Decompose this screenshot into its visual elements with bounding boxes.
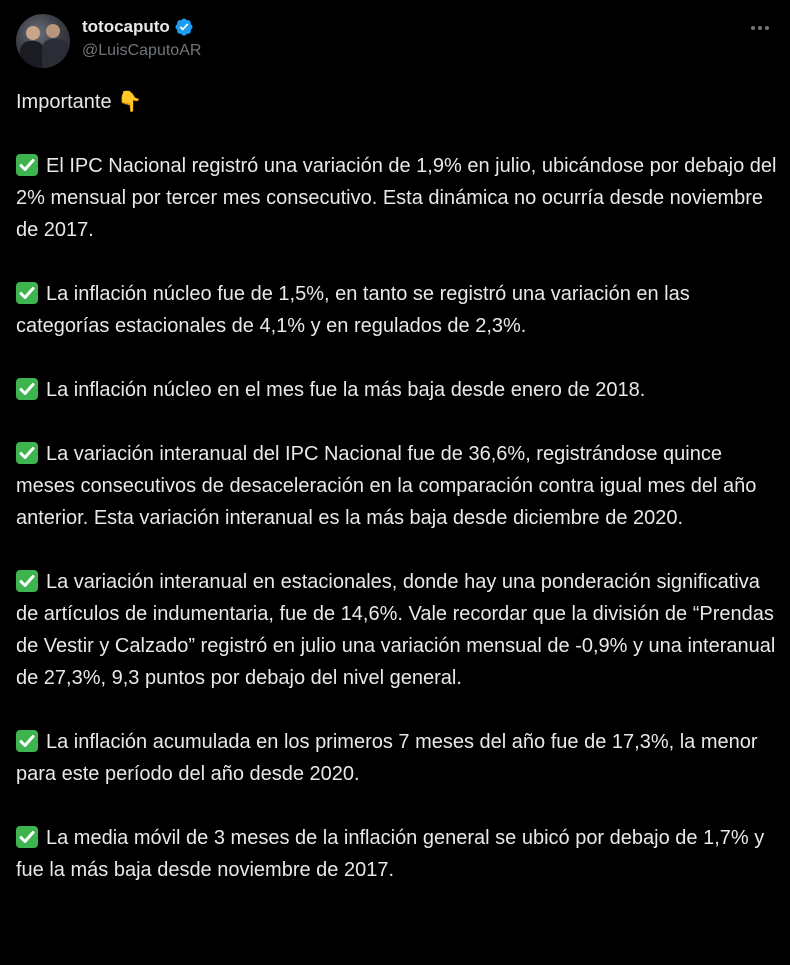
tweet-point	[16, 566, 781, 694]
avatar[interactable]	[16, 14, 70, 68]
tweet-point	[16, 822, 781, 886]
point-text: La media móvil de 3 meses de la inflación general se ubicó por debajo de 1,7% y fue la más baja desde noviembre de 2017.	[16, 827, 765, 881]
check-mark-icon	[16, 378, 38, 400]
point-text: La variación interanual en estacionales, donde hay una ponderación significativa de artículos de indumentaria, fue de 14,6%. Vale recordar que la división de “Prendas de Vestir y Calzado” registró en julio una variación mensual de -0,9% y una interanual de 27,3%, 9,3 puntos por debajo del nivel general.	[16, 571, 776, 689]
tweet-point	[16, 278, 781, 342]
tweet-point	[16, 438, 781, 534]
check-mark-icon	[16, 282, 38, 304]
display-name[interactable]: totocaputo	[82, 17, 170, 36]
check-mark-icon	[16, 442, 38, 464]
tweet-text	[16, 86, 781, 918]
user-info	[82, 14, 201, 60]
more-options-icon[interactable]	[746, 18, 774, 38]
check-mark-icon	[16, 570, 38, 592]
tweet-point	[16, 726, 781, 790]
check-mark-icon	[16, 730, 38, 752]
check-mark-icon	[16, 154, 38, 176]
point-text: El IPC Nacional registró una variación de 1,9% en julio, ubicándose por debajo del 2% mensual por tercer mes consecutivo. Esta dinámica no ocurría desde noviembre de 2017.	[16, 155, 777, 241]
tweet-point	[16, 150, 781, 246]
point-text: La inflación núcleo en el mes fue la más baja desde enero de 2018.	[46, 379, 646, 401]
tweet-intro	[16, 86, 781, 118]
point-text: La inflación acumulada en los primeros 7 meses del año fue de 17,3%, la menor para este período del año desde 2020.	[16, 731, 758, 785]
user-handle[interactable]: @LuisCaputoAR	[82, 42, 202, 59]
point-text: La inflación núcleo fue de 1,5%, en tanto se registró una variación en las categorías estacionales de 4,1% y en regulados de 2,3%.	[16, 283, 690, 337]
intro-text: Importante	[16, 91, 112, 113]
point-text: La variación interanual del IPC Nacional fue de 36,6%, registrándose quince meses consecutivos de desaceleración en la comparación contra igual mes del año anterior. Esta variación interanual es la más baja desde diciembre de 2020.	[16, 443, 757, 529]
tweet-header	[16, 14, 774, 70]
check-mark-icon	[16, 826, 38, 848]
pointing-down-icon: 👇	[117, 91, 143, 113]
verified-badge-icon	[174, 17, 194, 37]
tweet-point	[16, 374, 781, 406]
